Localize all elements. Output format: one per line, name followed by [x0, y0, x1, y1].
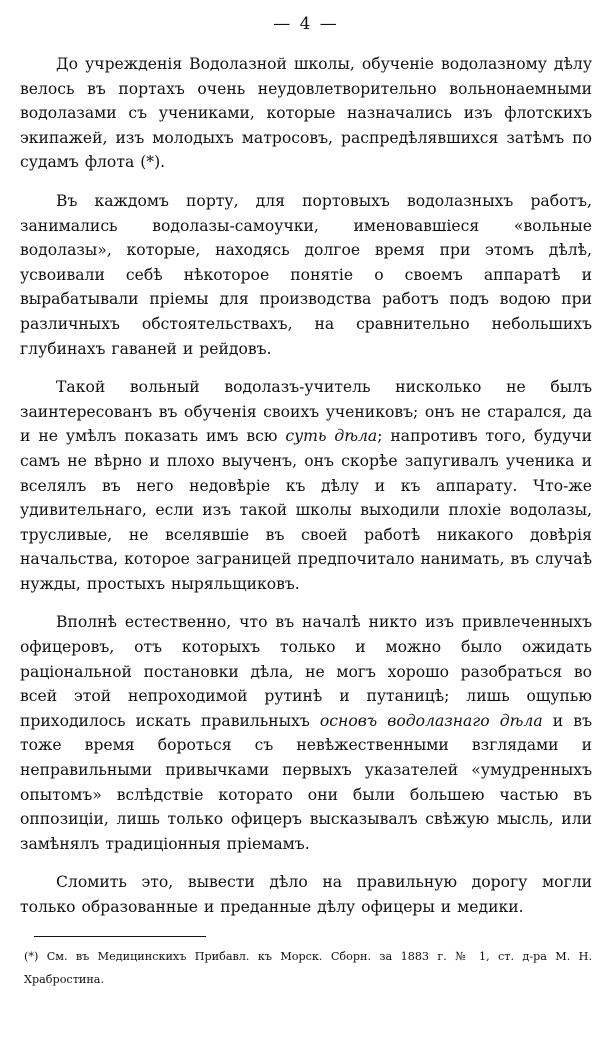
paragraph-3 [20, 375, 592, 596]
paragraph-3-italic-phrase: суть дѣла [285, 427, 378, 446]
paragraph-3-text-end: ; напротивъ того, будучи самъ не вѣрно и плохо выученъ, онъ скорѣе запугивалъ ученика и вселялъ въ него недовѣріе къ дѣлу и къ аппарату. Что-же удивительнаго, если изъ такой школы выходили плохіе водолазы, трусливые, не вселявшіе въ своей работѣ никакого довѣрія начальства, которое заграницей предпочитало нанимать, въ случаѣ нужды, простыхъ ныряльщиковъ. [20, 427, 593, 593]
footnote: (*) См. въ Медицинскихъ Прибавл. къ Морск. Сборн. за 1883 г. № 1, ст. д-ра М. Н. Храбростина. [24, 949, 592, 986]
paragraph-3-text-start: Такой вольный водолазъ-учитель нисколько не былъ заинтересованъ въ обученія своихъ учениковъ; онъ не старался, да и не умѣлъ показать имъ всю [20, 378, 592, 446]
paragraph-4-text-start: Вполнѣ естественно, что въ началѣ никто изъ привлеченныхъ офицеровъ, отъ которыхъ только и можно было ожидать раціональной постановки дѣла, не могъ хорошо разобраться во всей этой непроходимой рутинѣ и путаницѣ; лишь ощупью приходилось искать правильныхъ [20, 613, 592, 730]
paragraph-4 [20, 610, 592, 856]
paragraph-1: До учрежденія Водолазной школы, обученіе водолазному дѣлу велось въ портахъ очень неудовлетворительно вольнонаемными водолазами съ учениками, которые назначались изъ флотскихъ экипажей, изъ молодыхъ матросовъ, распредѣлявшихся затѣмъ по судамъ флота (*). [20, 55, 592, 172]
paragraph-4-italic-phrase: основъ водолазнаго дѣла [319, 711, 543, 730]
footnote-divider [34, 936, 206, 937]
paragraph-4-text-end: и въ тоже время бороться съ невѣжественными взглядами и неправильными привычками первыхъ указателей «умудренныхъ опытомъ» вслѣдствіе которато они были большею частью въ оппозиціи, лишь только офицеръ высказывалъ свѣжую мысль, или замѣнялъ традиціонныя пріемамъ. [20, 711, 592, 853]
page-number: — 4 — [273, 14, 339, 34]
paragraph-2: Въ каждомъ порту, для портовыхъ водолазныхъ работъ, занимались водолазы-самоучки, именовавшіеся «вольные водолазы», которые, находясь долгое время при этомъ дѣлѣ, усвоивали себѣ нѣкоторое понятіе о своемъ аппаратѣ и вырабатывали пріемы для производства работъ подъ водою при различныхъ обстоятельствахъ, на сравнительно небольшихъ глубинахъ гаваней и рейдовъ. [20, 191, 592, 358]
paragraph-5: Сломить это, вывести дѣло на правильную дорогу могли только образованные и преданные дѣлу офицеры и медики. [20, 873, 592, 916]
